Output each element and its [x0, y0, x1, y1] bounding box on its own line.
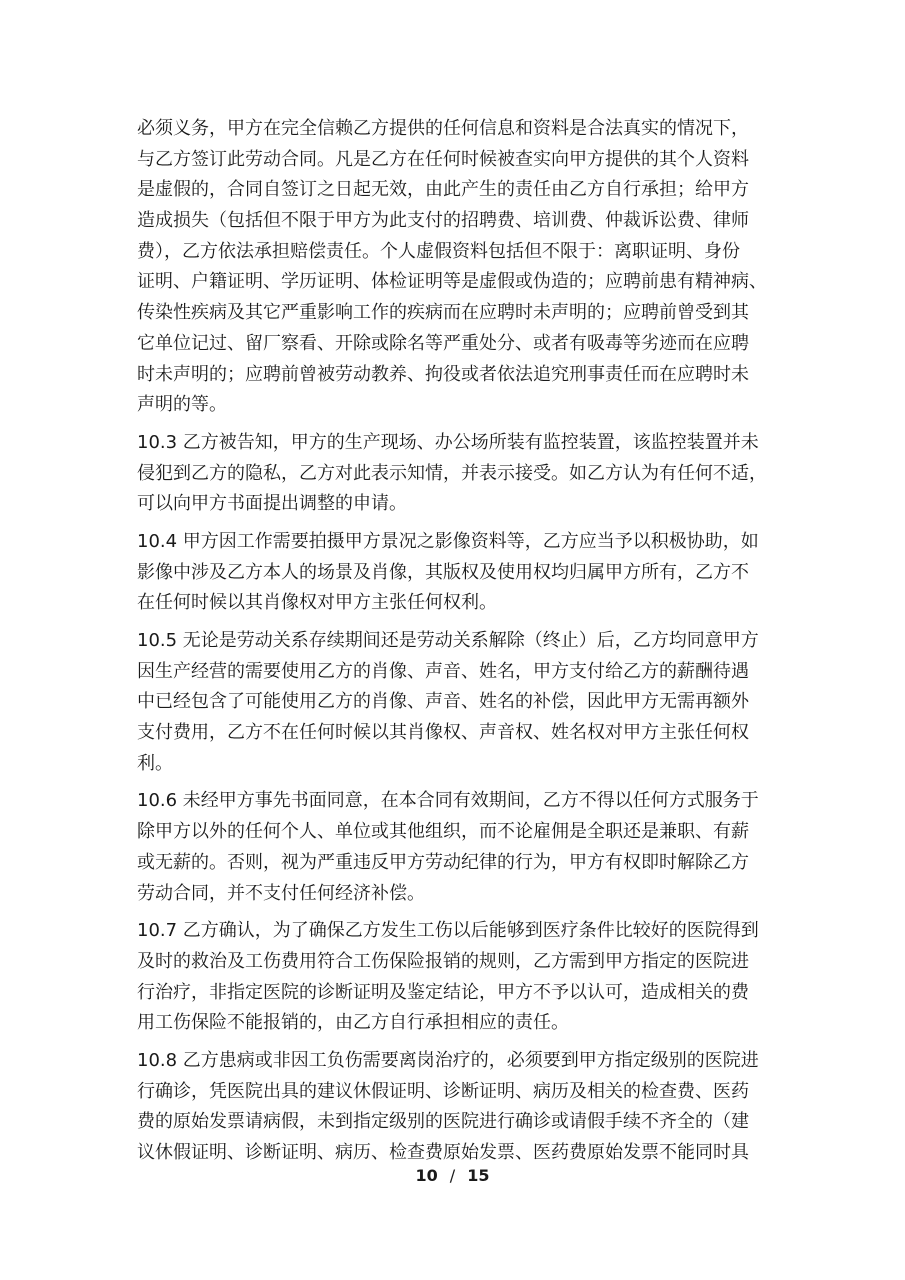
text-line: 10.6 未经甲方事先书面同意，在本合同有效期间，乙方不得以任何方式服务于 — [137, 790, 759, 812]
text-line: 时未声明的；应聘前曾被劳动教养、拘役或者依法追究刑事责任而在应聘时未 — [137, 363, 749, 385]
text-line: 及时的救治及工伤费用符合工伤保险报销的规则，乙方需到甲方指定的医院进 — [137, 950, 749, 972]
document-body — [137, 114, 777, 1169]
text-line: 10.4 甲方因工作需要拍摄甲方景况之影像资料等，乙方应当予以积极协助，如 — [137, 530, 759, 552]
text-line: 在任何时候以其肖像权对甲方主张任何权利。 — [137, 592, 497, 614]
text-line: 10.8 乙方患病或非因工负伤需要离岗治疗的，必须要到甲方指定级别的医院进 — [137, 1049, 759, 1071]
text-line: 10.7 乙方确认，为了确保乙方发生工伤以后能够到医疗条件比较好的医院得到 — [137, 920, 759, 942]
paragraph — [137, 786, 777, 909]
text-line: 用工伤保险不能报销的，由乙方自行承担相应的责任。 — [137, 1012, 569, 1034]
text-line: 侵犯到乙方的隐私，乙方对此表示知情，并表示接受。如乙方认为有任何不适， — [137, 462, 767, 484]
text-line: 支付费用，乙方不在任何时候以其肖像权、声音权、姓名权对甲方主张任何权 — [137, 722, 749, 744]
text-line: 可以向甲方书面提出调整的申请。 — [137, 493, 407, 515]
paragraph — [137, 527, 777, 619]
paragraph — [137, 114, 777, 421]
text-line: 声明的等。 — [137, 394, 227, 416]
text-line: 10.3 乙方被告知，甲方的生产现场、办公场所装有监控装置，该监控装置并未 — [137, 431, 759, 453]
page-current: 10 — [415, 1166, 438, 1185]
text-line: 传染性疾病及其它严重影响工作的疾病而在应聘时未声明的；应聘前曾受到其 — [137, 302, 749, 324]
text-line: 中已经包含了可能使用乙方的肖像、声音、姓名的补偿，因此甲方无需再额外 — [137, 691, 749, 713]
page-number — [0, 1166, 905, 1185]
text-line: 与乙方签订此劳动合同。凡是乙方在任何时候被查实向甲方提供的其个人资料 — [137, 148, 749, 170]
page-separator: / — [449, 1166, 456, 1185]
paragraph — [137, 1046, 777, 1169]
text-line: 必须义务，甲方在完全信赖乙方提供的任何信息和资料是合法真实的情况下， — [137, 118, 749, 139]
text-line: 费的原始发票请病假，未到指定级别的医院进行确诊或请假手续不齐全的（建 — [137, 1111, 749, 1133]
text-line: 除甲方以外的任何个人、单位或其他组织，而不论雇佣是全职还是兼职、有薪 — [137, 821, 749, 843]
text-line: 劳动合同，并不支付任何经济补偿。 — [137, 882, 425, 904]
text-line: 是虚假的，合同自签订之日起无效，由此产生的责任由乙方自行承担；给甲方 — [137, 179, 749, 201]
text-line: 利。 — [137, 752, 173, 774]
text-line: 行确诊，凭医院出具的建议休假证明、诊断证明、病历及相关的检查费、医药 — [137, 1080, 749, 1102]
text-line: 影像中涉及乙方本人的场景及肖像，其版权及使用权均归属甲方所有，乙方不 — [137, 561, 749, 583]
text-line: 造成损失（包括但不限于甲方为此支付的招聘费、培训费、仲裁诉讼费、律师 — [137, 210, 749, 232]
text-line: 议休假证明、诊断证明、病历、检查费原始发票、医药费原始发票不能同时具 — [137, 1142, 749, 1163]
paragraph — [137, 428, 777, 520]
text-line: 证明、户籍证明、学历证明、体检证明等是虚假或伪造的；应聘前患有精神病、 — [137, 271, 767, 293]
text-line: 费），乙方依法承担赔偿责任。个人虚假资料包括但不限于：离职证明、身份 — [137, 240, 740, 262]
text-line: 因生产经营的需要使用乙方的肖像、声音、姓名，甲方支付给乙方的薪酬待遇 — [137, 660, 749, 682]
text-line: 10.5 无论是劳动关系存续期间还是劳动关系解除（终止）后，乙方均同意甲方 — [137, 630, 759, 651]
paragraph — [137, 916, 777, 1039]
text-line: 它单位记过、留厂察看、开除或除名等严重处分、或者有吸毒等劣迹而在应聘 — [137, 332, 749, 354]
paragraph — [137, 626, 777, 779]
page-total: 15 — [467, 1166, 490, 1185]
text-line: 行治疗，非指定医院的诊断证明及鉴定结论，甲方不予以认可，造成相关的费 — [137, 981, 749, 1003]
text-line: 或无薪的。否则，视为严重违反甲方劳动纪律的行为，甲方有权即时解除乙方 — [137, 851, 749, 873]
